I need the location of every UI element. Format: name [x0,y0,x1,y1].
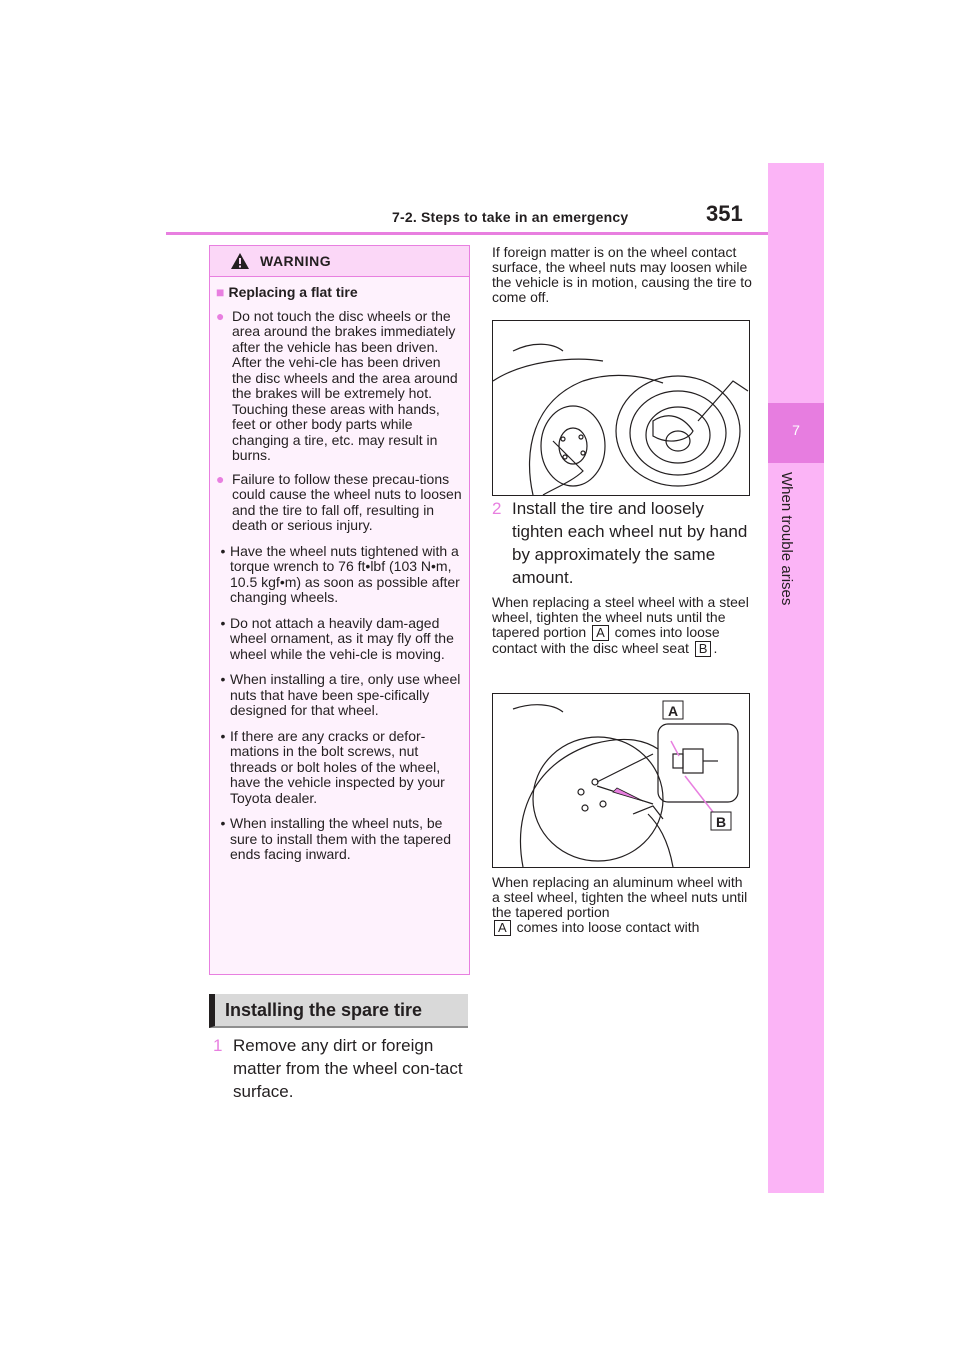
warning-bullet-item [216,729,463,807]
callout-a-label: A [668,703,679,719]
step-text: Install the tire and loosely tighten each wheel nut by hand by approximately the same amount. [512,499,748,587]
warning-bullet-text: When installing a tire, only use wheel nuts that have been spe-cifically designed for that wheel. [230,671,461,718]
warning-bullet-item [216,544,463,606]
bullet-icon: • [220,542,226,559]
warning-subheading [216,285,463,301]
warning-dot-text: Do not touch the disc wheels or the area around the brakes immediately after the vehicle has been driven. After the vehi-cle has been driven the disc wheels and the area around the brakes will be extremely hot. Touching these areas with hands, feet or other body parts while changing a tire, etc. may result in burns. [232,307,458,463]
page-number: 351 [706,201,743,226]
warning-bullet-item [216,816,463,863]
warning-dot-item [216,472,463,534]
note-text: comes into loose contact with the disc wheel seat [492,624,720,656]
warning-bullet-item [216,616,463,663]
label-a-badge: A [592,625,609,641]
warning-bullet-text: When installing the wheel nuts, be sure to install them with the tapered ends facing inward. [230,815,452,862]
warning-dot-item [216,309,463,464]
warning-subheading-text: Replacing a flat tire [228,284,358,300]
section-heading-text: Installing the spare tire [225,1000,423,1020]
header-rule [166,232,768,235]
label-a-badge: A [494,920,511,936]
bullet-icon: • [220,614,226,631]
section-title: 7-2. Steps to take in an emergency [392,209,629,225]
note-text: When replacing a steel wheel with a steel wheel, tighten the wheel nuts until the tapered portion [492,594,749,640]
note-text: When replacing an aluminum wheel with a steel wheel, tighten the wheel nuts until the tapered portion [492,874,748,920]
warning-bullet-item [216,672,463,719]
bullet-icon: • [220,727,226,744]
foreign-matter-note: If foreign matter is on the wheel contact surface, the wheel nuts may loosen while the vehicle is in motion, causing the tire to come off. [492,244,752,305]
warning-triangle-icon [230,252,250,270]
note-text: comes into loose contact with [516,919,700,935]
wheel-nut-illustration-drawing [493,694,749,867]
warning-dot-text: Failure to follow these precau-tions could cause the wheel nuts to loosen and the tire to fall off, resulting in death or serious injury. [232,470,462,533]
chapter-side-tab [768,163,824,1193]
warning-label: WARNING [260,253,332,269]
step-number: 1 [213,1036,223,1055]
cleaning-illustration-drawing [493,321,749,495]
circle-bullet-icon: ● [216,307,225,324]
circle-bullet-icon: ● [216,470,225,487]
steel-wheel-note [492,595,752,657]
wheel-nut-illustration [492,693,750,868]
note-text: . [713,640,718,656]
step-number: 2 [492,499,502,518]
chapter-title: When trouble arises [778,472,795,606]
step-2 [492,497,752,589]
aluminum-wheel-note [492,875,752,936]
label-b-badge: B [695,641,712,657]
bullet-icon: • [220,815,226,831]
bullet-icon: • [220,671,226,687]
warning-bullet-text: Have the wheel nuts tightened with a torque wrench to 76 ft•lbf (103 N•m, 10.5 kgf•m) as soon as possible after changing wheels. [230,542,460,605]
step-text: Remove any dirt or foreign matter from the wheel con-tact surface. [233,1036,463,1101]
square-bullet-icon: ■ [216,284,225,300]
cleaning-illustration [492,320,750,496]
step-1 [213,1034,463,1104]
warning-bullet-text: Do not attach a heavily dam-aged wheel ornament, as it may fly off the wheel while the vehi-cle is moving. [230,614,454,662]
warning-header [210,246,469,277]
chapter-number: 7 [792,422,800,438]
section-heading [209,994,468,1028]
warning-bullet-text: If there are any cracks or defor-mations in the bolt screws, nut threads or bolt holes of the wheel, have the vehicle inspected by your Toyota dealer. [230,727,445,806]
warning-box [209,245,470,975]
callout-b-label: B [716,814,727,830]
